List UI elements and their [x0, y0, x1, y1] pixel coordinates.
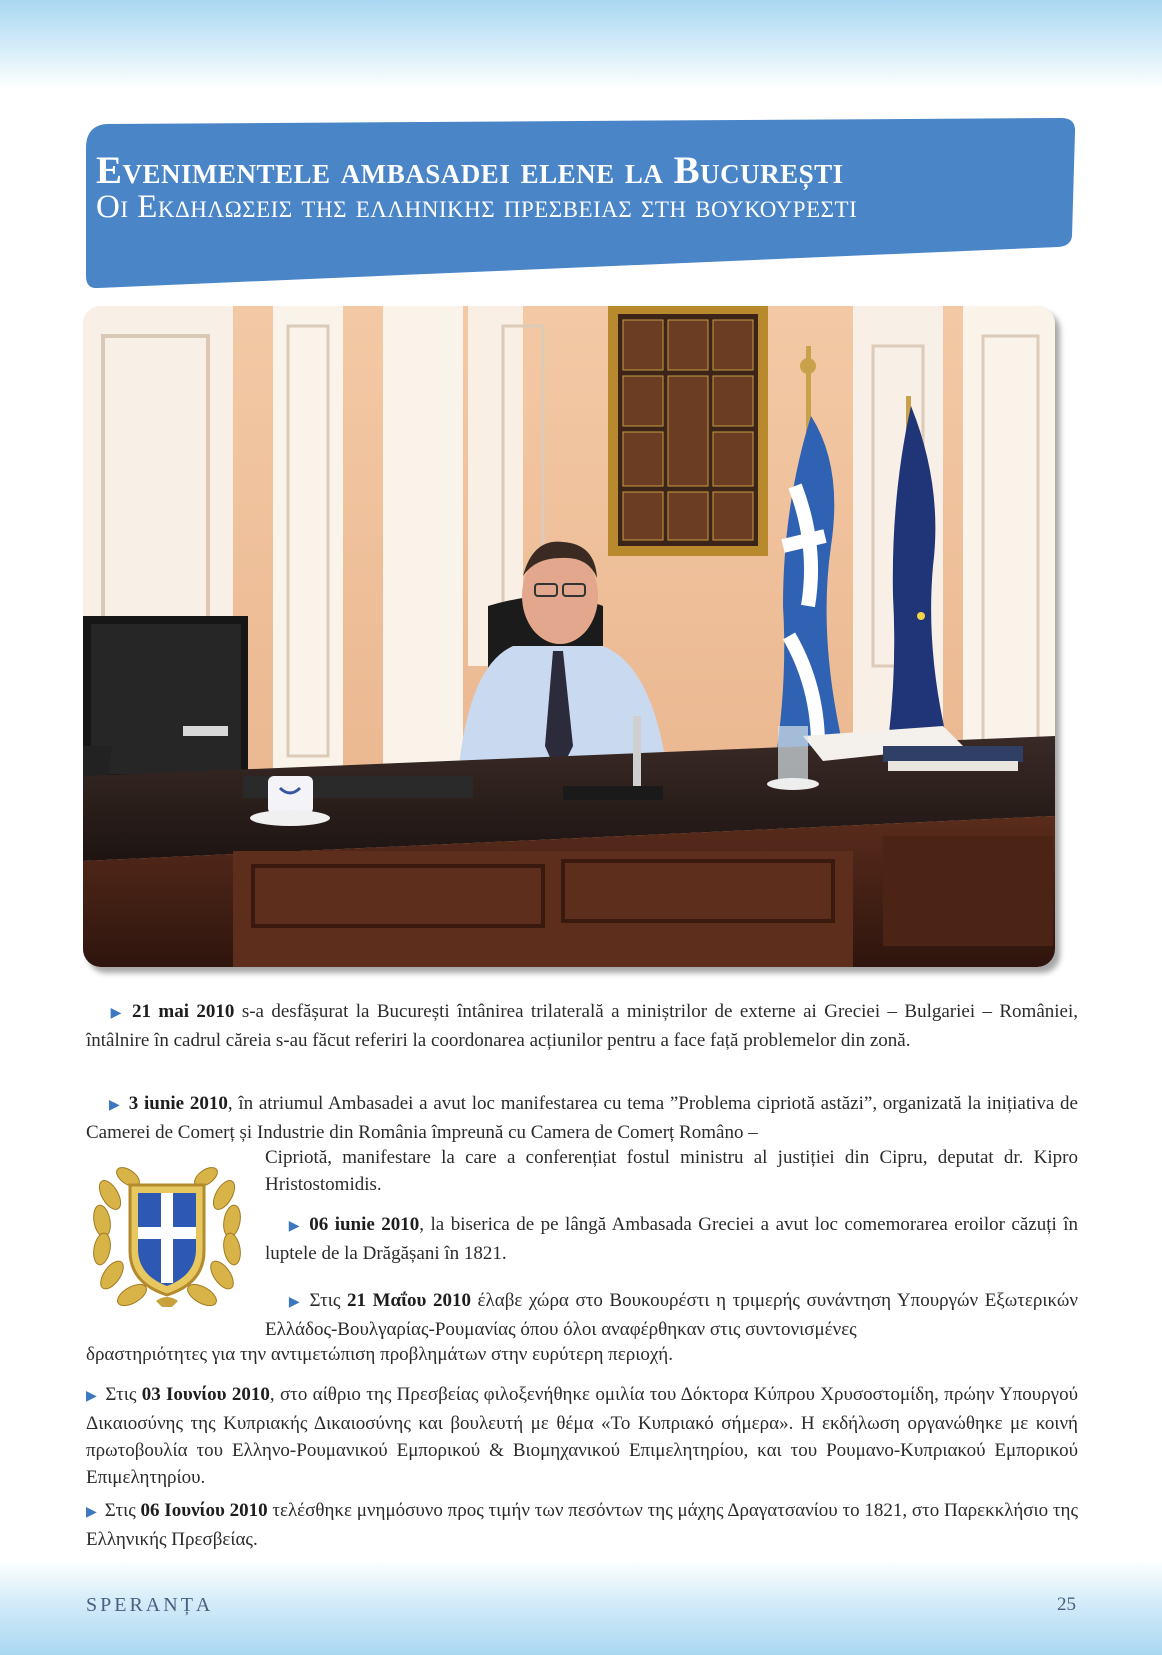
paragraph-06-iunie-2010 [265, 1211, 1078, 1267]
paragraph-text: έλαβε χώρα στο Βουκουρέστι η τριμερής συνάντηση Υπουργών Εξωτερικών Ελλάδος-Βουλγαρίας-Ρουμανίας όπου όλοι αναφέρθηκαν στις συντονισμένες [265, 1290, 1078, 1340]
event-date: 03 Ιουνίου 2010 [141, 1384, 270, 1405]
greek-coat-of-arms-icon [88, 1155, 246, 1313]
paragraph-06-iouniou-2010 [86, 1497, 1078, 1553]
paragraph-3-iunie-2010 [86, 1090, 1078, 1146]
paragraph-text: s-a desfășurat la București întânirea trilaterală a miniștrilor de externe ai Greciei – Bulgariei – României, întâlnire în cadrul căreia s-au făcut referiri la coordonarea acțiunilor pentru a face față problemelor din zonă. [86, 1001, 1078, 1051]
event-date: 06 Ιουνίου 2010 [140, 1500, 268, 1521]
bullet-arrow-icon: ▶ [86, 1505, 97, 1520]
paragraph-text: , la biserica de pe lângă Ambasada Greciei a avut loc comemorarea eroilor căzuți în luptele de la Drăgășani în 1821. [265, 1214, 1079, 1264]
bullet-arrow-icon: ▶ [108, 1098, 121, 1113]
paragraph-03-iouniou-2010 [86, 1381, 1078, 1491]
paragraph-text: , στο αίθριο της Πρεσβείας φιλοξενήθηκε ομιλία του Δόκτορα Κύπρου Χρυσοστομίδη, πρώην Υπουργού Δικαιοσύνης της Κυπριακής Δικαιοσύνης και βουλευτή με θέμα «Το Κυπριακό σήμερα». Η εκδήλωση οργανώθηκε με κοινή πρωτοβουλία του Ελληνο-Ρουμανικού Εμπορικού & Βιομηχανικού Επιμελητηρίου, και του Ρουμανο-Κυπριακού Εμπορικού Επιμελητηρίου. [86, 1384, 1078, 1488]
top-gradient-band [0, 0, 1162, 90]
ambassador-office-photo [83, 306, 1055, 967]
page-title-romanian: Evenimentele ambasadei elene la București [96, 149, 844, 192]
paragraph-21-maiou-2010-continued: δραστηριότητες για την αντιμετώπιση προβλημάτων στην ευρύτερη περιοχή. [86, 1344, 673, 1365]
event-date: 21 Μαΐου 2010 [347, 1290, 471, 1311]
page-number: 25 [1057, 1594, 1076, 1615]
bullet-arrow-icon: ▶ [287, 1295, 302, 1310]
paragraph-text: , în atriumul Ambasadei a avut loc manifestarea cu tema ”Problema cipriotă astăzi”, organizată la inițiativa de Camerei de Comerț și Industrie din România împreună cu Camera de Comerț Româno – [86, 1093, 1078, 1143]
paragraph-21-maiou-2010 [265, 1287, 1078, 1343]
event-date: 06 iunie 2010 [309, 1214, 420, 1235]
magazine-name: SPERANȚA [86, 1594, 214, 1616]
paragraph-21-mai-2010 [86, 998, 1078, 1054]
page-title-greek: Οι Εκδηλωσεις της ελληνικης πρεσβειας στη βουκουρεστι [96, 189, 858, 225]
bullet-arrow-icon: ▶ [86, 1389, 98, 1404]
paragraph-prefix: Στις [105, 1384, 142, 1405]
bullet-arrow-icon: ▶ [108, 1006, 125, 1021]
event-date: 3 iunie 2010 [128, 1093, 228, 1114]
paragraph-prefix: Στις [104, 1500, 141, 1521]
paragraph-3-iunie-2010-continued: Cipriotă, manifestare la care a conferențiat fostul ministru al justiției din Cipru, deputat dr. Kipro Hristostomidis. [265, 1147, 1078, 1195]
paragraph-prefix: Στις [309, 1290, 348, 1311]
paragraph-text: τελέσθηκε μνημόσυνο προς τιμήν των πεσόντων της μάχης Δραγατσανίου το 1821, στο Παρεκκλήσιο της Ελληνικής Πρεσβείας. [86, 1500, 1078, 1550]
bullet-arrow-icon: ▶ [287, 1219, 302, 1234]
event-date: 21 mai 2010 [132, 1001, 235, 1022]
